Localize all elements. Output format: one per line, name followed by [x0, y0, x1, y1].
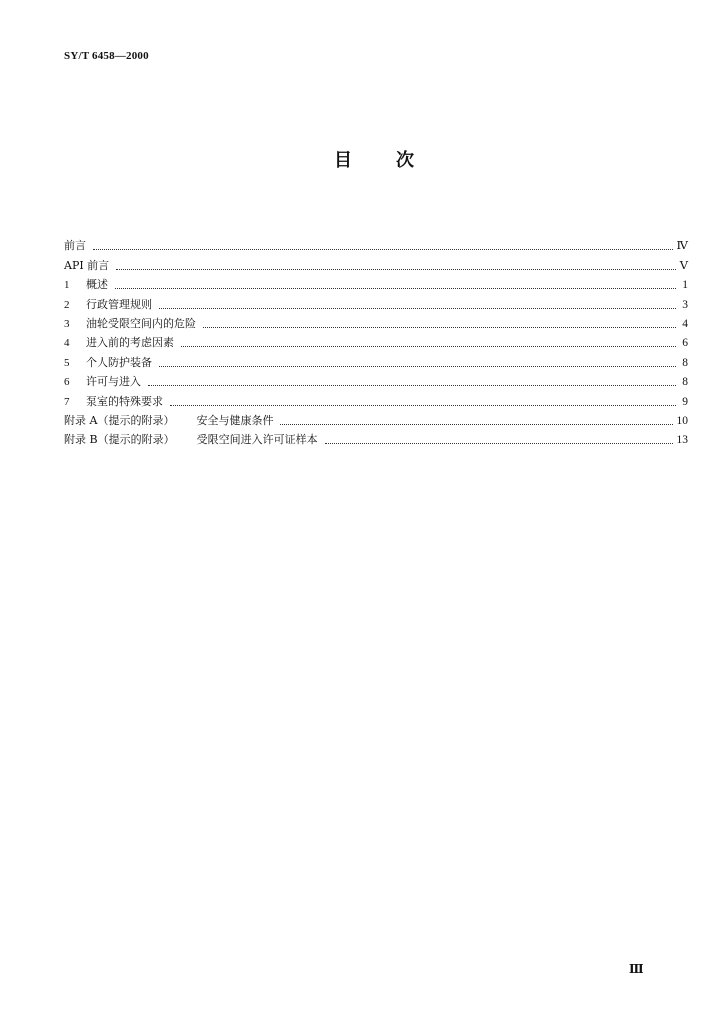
standard-code: SY/T 6458—2000 [64, 50, 149, 62]
toc-entry-api-foreword[interactable] [64, 253, 688, 272]
toc-entry-page: 1 [682, 279, 688, 292]
toc-entry-page: Ⅳ [676, 240, 688, 253]
dot-leader [280, 423, 672, 425]
toc-entry-label: 前言 [64, 239, 86, 253]
toc-entry-label: 5 个人防护装备 [64, 355, 152, 369]
dot-leader [325, 442, 673, 444]
toc-entry-label: 2 行政管理规则 [64, 297, 152, 311]
toc-entry-page: 8 [682, 376, 688, 389]
dot-leader [203, 326, 676, 328]
toc-entry-number: 4 [64, 337, 70, 350]
dot-leader [116, 268, 676, 270]
toc-entry-sublabel: 受限空间进入许可证样本 [196, 433, 318, 447]
dot-leader [159, 307, 676, 309]
toc-entry-label: 3 油轮受限空间内的危险 [64, 316, 196, 330]
toc-entry-number: 2 [64, 298, 70, 311]
toc-entry-foreword[interactable] [64, 234, 688, 253]
toc-entry-appendix-a[interactable] [64, 409, 688, 428]
toc-entry-label: 附录 B（提示的附录） 受限空间进入许可证样本 [64, 433, 318, 447]
toc-title-char-2: 次 [396, 150, 414, 171]
toc-entry-number: 7 [64, 395, 70, 408]
toc-entry-page: 8 [682, 356, 688, 369]
toc-entry-page: 4 [682, 317, 688, 330]
toc-entry-page: 13 [676, 434, 688, 447]
toc-entry-label: 7 泵室的特殊要求 [64, 394, 163, 408]
toc-entry-number: 1 [64, 279, 70, 292]
dot-leader [159, 365, 676, 367]
toc-entry-section-3[interactable] [64, 312, 688, 331]
dot-leader [148, 384, 676, 386]
toc-entry-label: API 前言 [64, 258, 110, 272]
toc-entry-label: 1 概述 [64, 278, 108, 292]
toc-entry-page: 3 [682, 298, 688, 311]
toc-entry-label: 附录 A（提示的附录） 安全与健康条件 [64, 413, 274, 427]
toc-entry-section-4[interactable] [64, 331, 688, 350]
dot-leader [181, 345, 676, 347]
toc-entry-section-5[interactable] [64, 350, 688, 369]
toc-entry-number: 6 [64, 376, 70, 389]
toc-entry-page: 9 [682, 395, 688, 408]
toc-entry-label: 4 进入前的考虑因素 [64, 336, 174, 350]
toc-entry-number: 5 [64, 356, 70, 369]
toc-entry-page: 10 [676, 414, 688, 427]
toc-entry-section-7[interactable] [64, 389, 688, 408]
toc-entry-page: 6 [682, 337, 688, 350]
toc-title-char-1: 目 [334, 150, 352, 171]
page-number: Ⅲ [629, 962, 644, 976]
toc-entry-number: 3 [64, 317, 70, 330]
toc-entry-appendix-b[interactable] [64, 428, 688, 447]
toc-entry-sublabel: 安全与健康条件 [196, 413, 274, 427]
toc-entry-section-6[interactable] [64, 370, 688, 389]
toc-title [334, 146, 414, 172]
table-of-contents [64, 234, 688, 447]
dot-leader [170, 404, 676, 406]
toc-entry-label: 6 许可与进入 [64, 375, 141, 389]
toc-entry-section-1[interactable] [64, 273, 688, 292]
dot-leader [115, 287, 676, 289]
dot-leader [93, 248, 673, 250]
toc-entry-page: Ⅴ [679, 259, 688, 272]
toc-entry-section-2[interactable] [64, 292, 688, 311]
